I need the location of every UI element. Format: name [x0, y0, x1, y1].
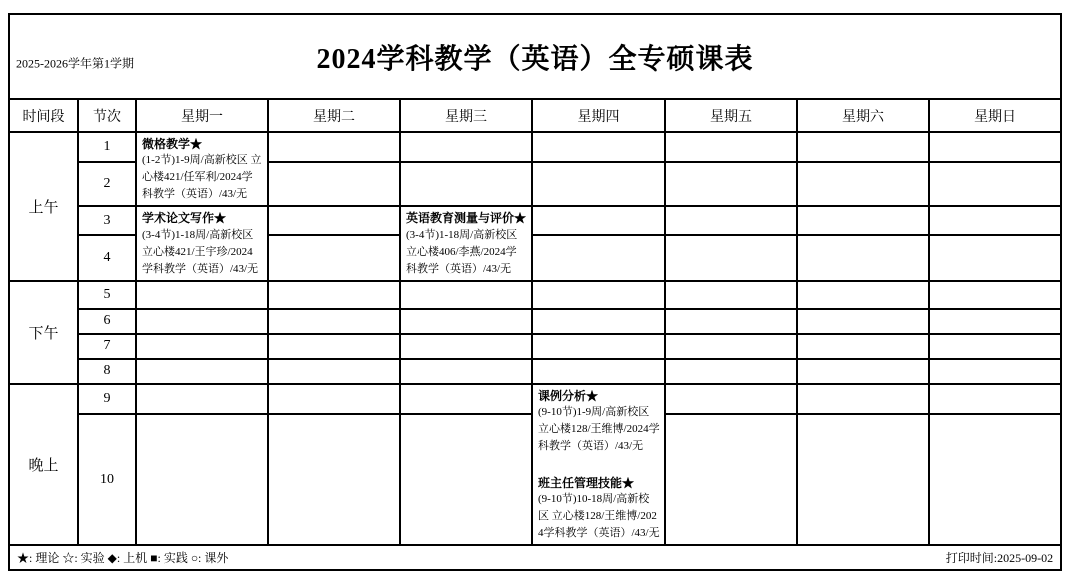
- empty-cell: [268, 206, 400, 235]
- course-cell-thursday-p9-10: [532, 384, 665, 546]
- course-title: 班主任管理技能★: [538, 475, 635, 490]
- period-cell-8: 8: [78, 359, 136, 384]
- course-title: 课例分析★: [538, 388, 599, 403]
- empty-cell: [797, 384, 929, 414]
- period-cell-10: 10: [78, 414, 136, 545]
- course-title: 微格教学★: [142, 137, 203, 151]
- course-block: [401, 207, 531, 279]
- print-time: 打印时间:2025-09-02: [945, 551, 1054, 566]
- empty-cell: [665, 384, 797, 414]
- empty-cell: [532, 309, 665, 334]
- empty-cell: [136, 309, 268, 334]
- empty-cell: [929, 206, 1061, 235]
- session-cell-morning: 上午: [9, 132, 78, 281]
- empty-cell: [797, 162, 929, 206]
- period-row-3: [9, 206, 1061, 235]
- session-cell-evening: 晚上: [9, 384, 78, 546]
- course-title: 英语教育测量与评价★: [406, 211, 527, 226]
- empty-cell: [136, 414, 268, 545]
- empty-cell: [929, 162, 1061, 206]
- title-band-content: [10, 15, 1060, 98]
- period-row-1: [9, 132, 1061, 162]
- empty-cell: [268, 162, 400, 206]
- empty-cell: [532, 132, 665, 162]
- empty-cell: [400, 414, 532, 545]
- period-cell-6: 6: [78, 309, 136, 334]
- empty-cell: [929, 384, 1061, 414]
- period-cell-2: 2: [78, 162, 136, 206]
- empty-cell: [929, 359, 1061, 384]
- period-cell-1: 1: [78, 132, 136, 162]
- empty-cell: [665, 414, 797, 545]
- period-cell-9: 9: [78, 384, 136, 414]
- col-header-period: 节次: [78, 99, 136, 132]
- empty-cell: [268, 414, 400, 545]
- empty-cell: [797, 414, 929, 545]
- empty-cell: [400, 281, 532, 309]
- empty-cell: [400, 162, 532, 206]
- col-header-saturday: 星期六: [797, 99, 929, 132]
- empty-cell: [532, 334, 665, 359]
- empty-cell: [665, 132, 797, 162]
- period-cell-3: 3: [78, 206, 136, 235]
- empty-cell: [532, 235, 665, 280]
- empty-cell: [268, 132, 400, 162]
- empty-cell: [532, 162, 665, 206]
- empty-cell: [797, 132, 929, 162]
- period-row-6: [9, 309, 1061, 334]
- empty-cell: [929, 309, 1061, 334]
- empty-cell: [136, 384, 268, 414]
- empty-cell: [136, 359, 268, 384]
- empty-cell: [268, 235, 400, 280]
- empty-cell: [400, 132, 532, 162]
- course-detail: (9-10节)1-9周/高新校区 立心楼128/王维博/2024学科教学（英语）/43/无: [538, 405, 660, 452]
- empty-cell: [929, 132, 1061, 162]
- course-detail: (1-2节)1-9周/高新校区 立心楼421/任军利/2024学科教学（英语）/43/无: [142, 154, 262, 201]
- course-detail: (9-10节)10-18周/高新校区 立心楼128/王维博/2024学科教学（英语）/43/无: [538, 493, 660, 540]
- title-band: [9, 14, 1061, 99]
- course-block: [533, 472, 664, 544]
- period-row-5: [9, 281, 1061, 309]
- empty-cell: [665, 309, 797, 334]
- empty-cell: [400, 309, 532, 334]
- empty-cell: [532, 206, 665, 235]
- empty-cell: [797, 309, 929, 334]
- empty-cell: [268, 359, 400, 384]
- period-cell-4: 4: [78, 235, 136, 280]
- course-timetable: [8, 13, 1062, 571]
- col-header-tuesday: 星期二: [268, 99, 400, 132]
- course-title: 学术论文写作★: [142, 211, 227, 226]
- course-block: [137, 207, 267, 279]
- period-cell-5: 5: [78, 281, 136, 309]
- legend-text: ★: 理论 ☆: 实验 ◆: 上机 ■: 实践 ○: 课外: [17, 551, 229, 566]
- empty-cell: [929, 281, 1061, 309]
- course-cell-wednesday-p3-4: [400, 206, 532, 280]
- empty-cell: [929, 414, 1061, 545]
- footer-row: [9, 545, 1061, 570]
- empty-cell: [797, 359, 929, 384]
- empty-cell: [665, 162, 797, 206]
- empty-cell: [929, 235, 1061, 280]
- empty-cell: [665, 334, 797, 359]
- empty-cell: [797, 206, 929, 235]
- empty-cell: [797, 281, 929, 309]
- empty-cell: [532, 359, 665, 384]
- empty-cell: [665, 281, 797, 309]
- course-cell-monday-p1-2: [136, 132, 268, 206]
- empty-cell: [797, 235, 929, 280]
- col-header-friday: 星期五: [665, 99, 797, 132]
- col-header-thursday: 星期四: [532, 99, 665, 132]
- course-detail: (3-4节)1-18周/高新校区 立心楼406/李燕/2024学科教学（英语）/43/无: [406, 228, 518, 275]
- empty-cell: [532, 281, 665, 309]
- empty-cell: [665, 206, 797, 235]
- empty-cell: [929, 334, 1061, 359]
- empty-cell: [136, 281, 268, 309]
- empty-cell: [268, 309, 400, 334]
- period-row-7: [9, 334, 1061, 359]
- empty-cell: [136, 334, 268, 359]
- empty-cell: [268, 384, 400, 414]
- empty-cell: [400, 359, 532, 384]
- empty-cell: [268, 334, 400, 359]
- empty-cell: [665, 235, 797, 280]
- session-cell-afternoon: 下午: [9, 281, 78, 384]
- empty-cell: [665, 359, 797, 384]
- empty-cell: [400, 334, 532, 359]
- period-cell-7: 7: [78, 334, 136, 359]
- course-block: [533, 385, 664, 457]
- period-row-8: [9, 359, 1061, 384]
- course-cell-monday-p3-4: [136, 206, 268, 280]
- col-header-monday: 星期一: [136, 99, 268, 132]
- footer-bar: [10, 546, 1060, 569]
- course-block: [137, 133, 267, 205]
- day-header-row: [9, 99, 1061, 132]
- page-title: 2024学科教学（英语）全专硕课表: [316, 43, 754, 75]
- semester-label: 2025-2026学年第1学期: [16, 56, 134, 70]
- course-detail: (3-4节)1-18周/高新校区 立心楼421/王宇珍/2024学科教学（英语）/43/无: [142, 228, 259, 275]
- empty-cell: [268, 281, 400, 309]
- period-row-9: [9, 384, 1061, 414]
- col-header-time-section: 时间段: [9, 99, 78, 132]
- empty-cell: [400, 384, 532, 414]
- col-header-wednesday: 星期三: [400, 99, 532, 132]
- col-header-sunday: 星期日: [929, 99, 1061, 132]
- empty-cell: [797, 334, 929, 359]
